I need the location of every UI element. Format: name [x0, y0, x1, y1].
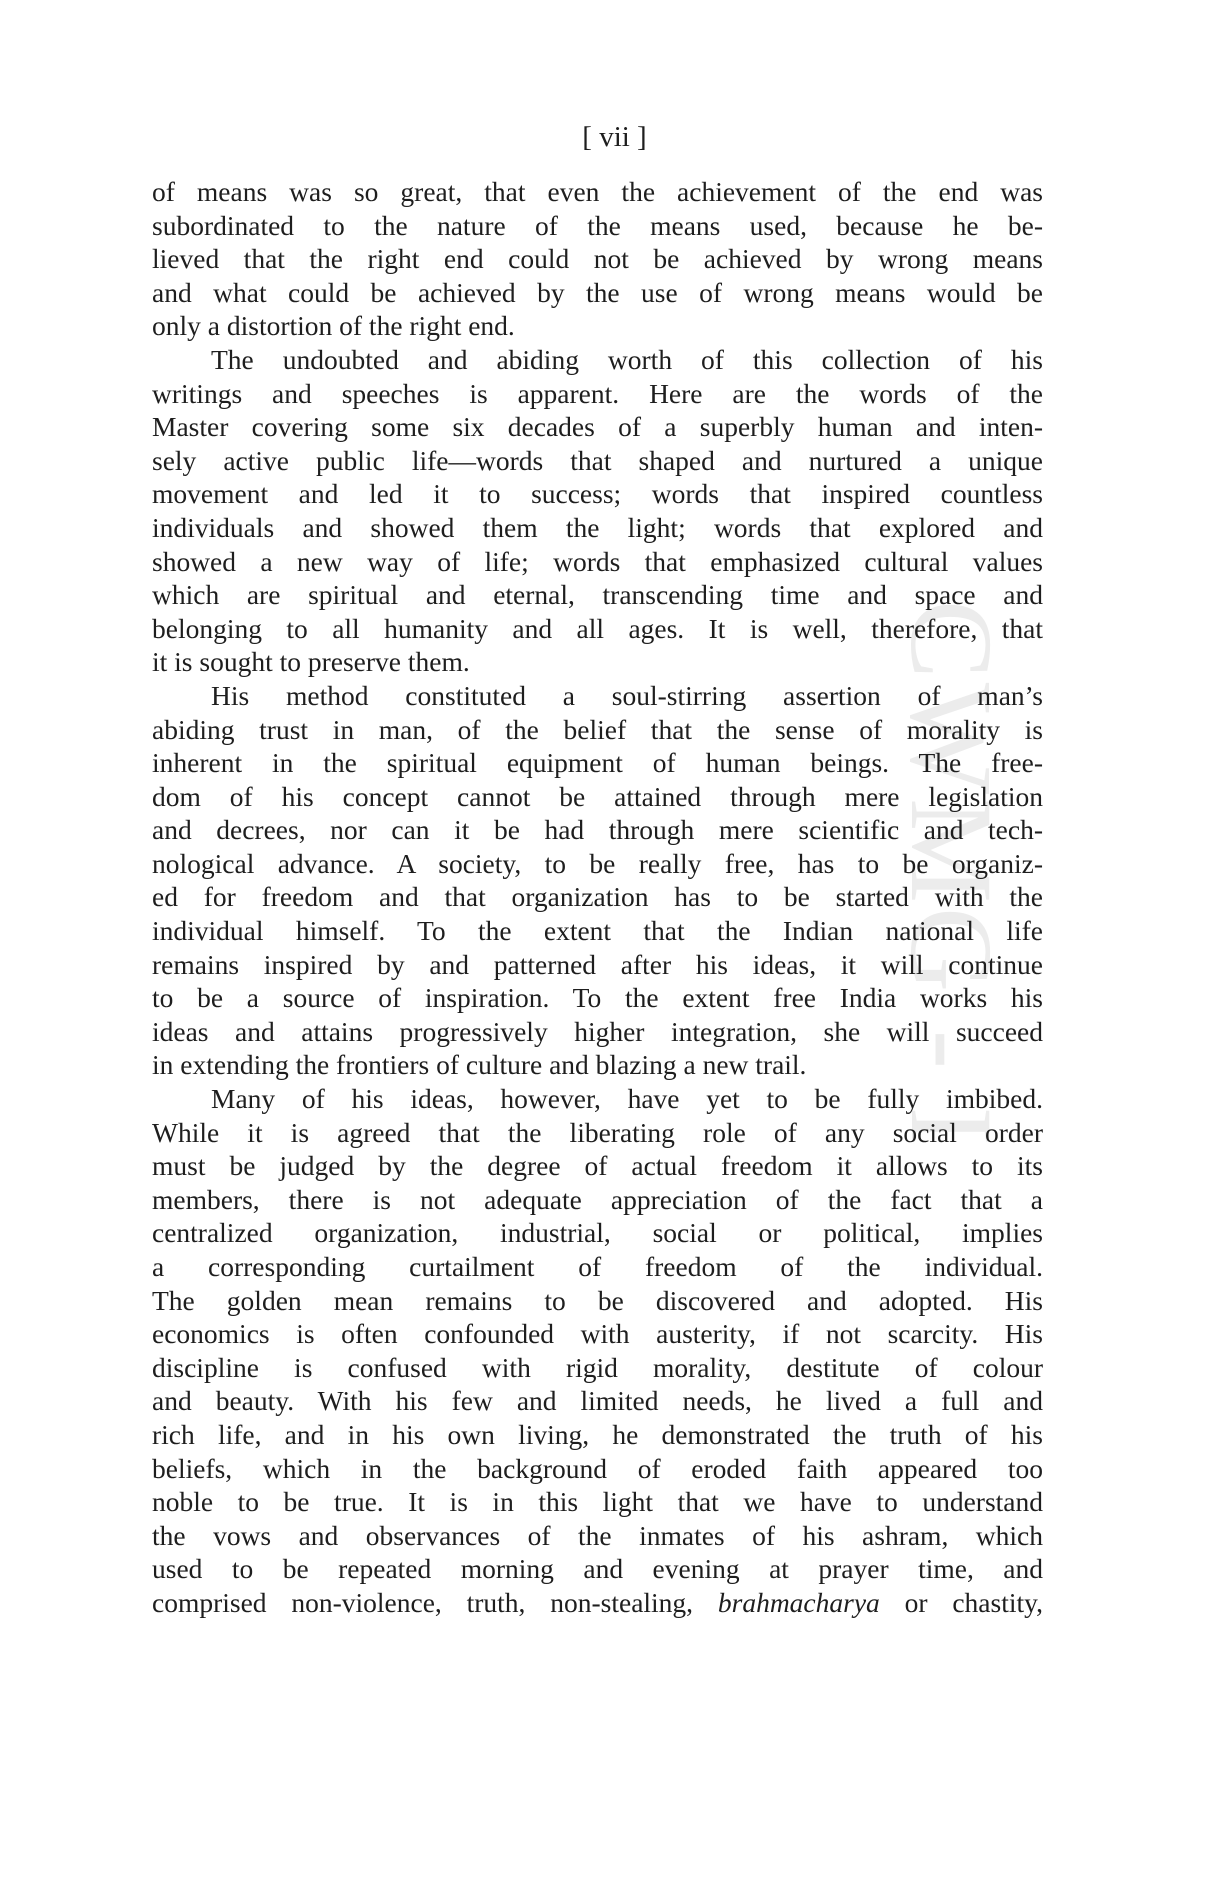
text-line: only a distortion of the right end.	[152, 310, 515, 342]
text-line: a corresponding curtailment of freedom of the individual.	[152, 1251, 1043, 1282]
text-line: economics is often confounded with austerity, if not scarcity. His	[152, 1318, 1043, 1350]
paragraph	[152, 343, 1043, 679]
text-line: discipline is confused with rigid morality, destitute of colour	[152, 1351, 1043, 1383]
text-line: which are spiritual and eternal, transcending time and space and	[152, 579, 1043, 611]
text-line: Master covering some six decades of a superbly human and inten-	[152, 411, 1043, 443]
page-number: [ vii ]	[582, 121, 647, 153]
text-line: centralized organization, industrial, social or political, implies	[152, 1217, 1043, 1249]
text-line: Many of his ideas, however, have yet to be fully imbibed.	[211, 1083, 1043, 1115]
text-line: sely active public life—words that shaped and nurtured a unique	[152, 444, 1043, 476]
text-line: to be a source of inspiration. To the extent free India works his	[152, 982, 1043, 1014]
text-line-final	[152, 1586, 1043, 1620]
text-line: the vows and observances of the inmates of his ashram, which	[152, 1519, 1043, 1551]
text-line: ed for freedom and that organization has to be started with the	[152, 881, 1043, 913]
text-line: ideas and attains progressively higher integration, she will succeed	[152, 1015, 1043, 1047]
text-line: inherent in the spiritual equipment of human beings. The free-	[152, 747, 1043, 779]
watermark: CWMG - I	[886, 600, 1017, 1150]
text-line: nological advance. A society, to be really free, has to be organiz-	[152, 847, 1043, 879]
paragraph	[152, 1082, 1043, 1620]
text-line: beliefs, which in the background of eroded faith appeared too	[152, 1452, 1043, 1484]
text-line: lieved that the right end could not be achieved by wrong means	[152, 243, 1043, 275]
text-line: individuals and showed them the light; words that explored and	[152, 511, 1043, 543]
paragraph	[152, 175, 1043, 343]
text-line: noble to be true. It is in this light that we have to understand	[152, 1486, 1043, 1518]
text-line: writings and speeches is apparent. Here are the words of the	[152, 377, 1043, 409]
text-line: dom of his concept cannot be attained through mere legislation	[152, 780, 1043, 812]
text-line: The undoubted and abiding worth of this collection of his	[211, 343, 1043, 375]
text-line: The golden mean remains to be discovered and adopted. His	[152, 1284, 1043, 1316]
text-line: in extending the frontiers of culture and blazing a new trail.	[152, 1049, 807, 1081]
text-line: belonging to all humanity and all ages. It is well, therefore, that	[152, 612, 1043, 644]
text-line: used to be repeated morning and evening at prayer time, and	[152, 1553, 1043, 1585]
text-line: showed a new way of life; words that emphasized cultural values	[152, 545, 1043, 577]
text-line: of means was so great, that even the achievement of the end was	[152, 176, 1043, 207]
text-line: must be judged by the degree of actual freedom it allows to its	[152, 1150, 1043, 1182]
text-line: and what could be achieved by the use of wrong means would be	[152, 276, 1043, 308]
text-line: rich life, and in his own living, he demonstrated the truth of his	[152, 1418, 1043, 1450]
italic-term: brahmacharya	[717, 1586, 880, 1618]
text-line: abiding trust in man, of the belief that the sense of morality is	[152, 713, 1043, 745]
text-line: and decrees, nor can it be had through mere scientific and tech-	[152, 814, 1043, 846]
text-body	[152, 175, 1043, 1620]
text-line: His method constituted a soul-stirring assertion of man’s	[211, 679, 1043, 711]
paragraph	[152, 679, 1043, 1082]
text-line: movement and led it to success; words that inspired countless	[152, 478, 1043, 510]
text-segment: comprised non-violence, truth, non-stealing,	[152, 1586, 718, 1618]
text-line: subordinated to the nature of the means used, because he be-	[152, 209, 1043, 241]
text-line: While it is agreed that the liberating role of any social order	[152, 1116, 1043, 1148]
text-line: it is sought to preserve them.	[152, 646, 470, 678]
text-line: remains inspired by and patterned after his ideas, it will continue	[152, 948, 1043, 980]
text-line: members, there is not adequate appreciation of the fact that a	[152, 1183, 1043, 1215]
text-line: and beauty. With his few and limited needs, he lived a full and	[152, 1385, 1043, 1417]
text-segment: or chastity,	[879, 1586, 1043, 1618]
text-line: individual himself. To the extent that the Indian national life	[152, 915, 1043, 947]
